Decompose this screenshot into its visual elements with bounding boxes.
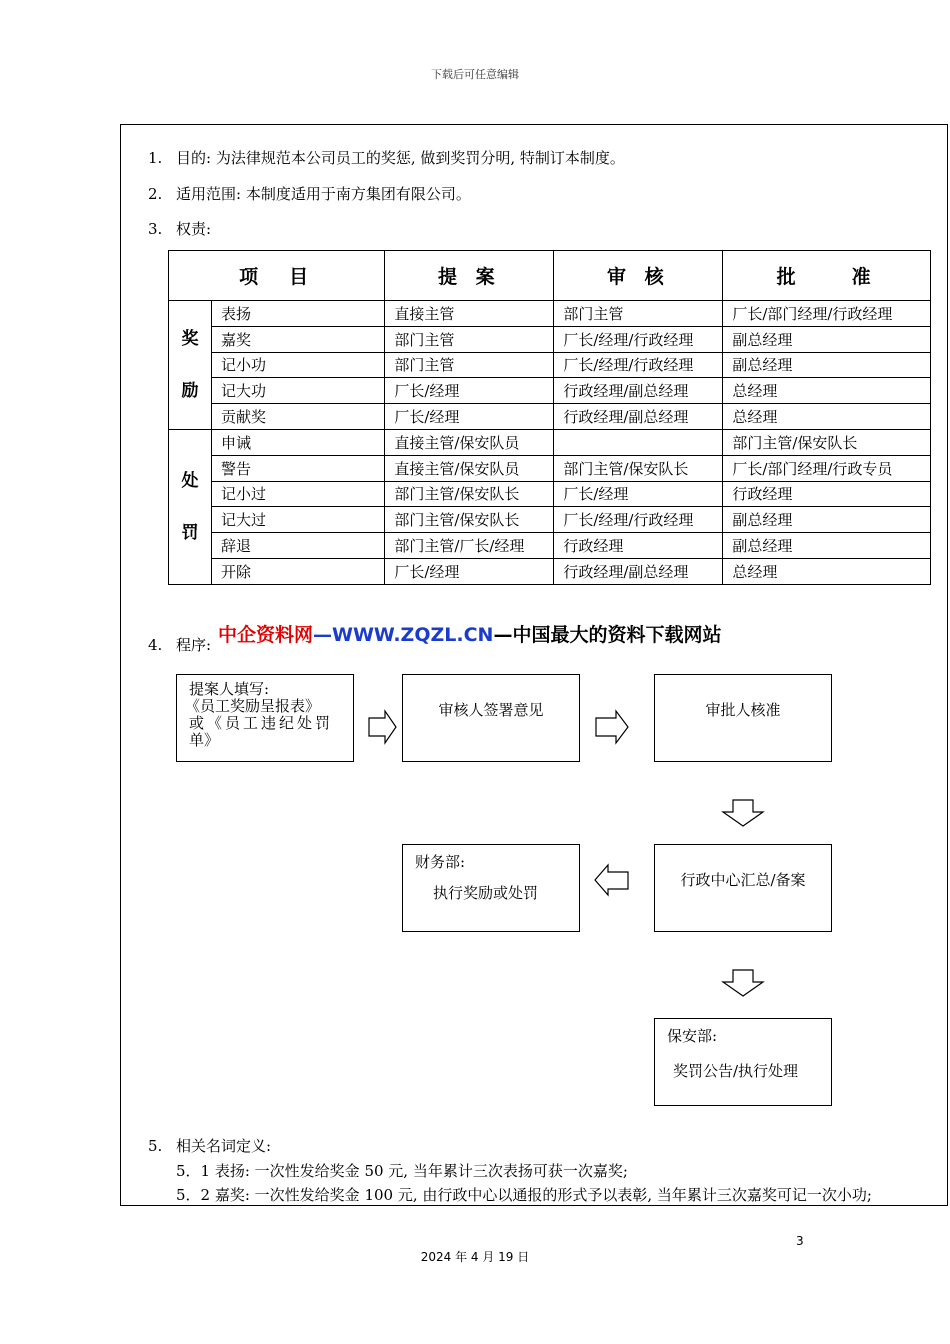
table-cell: 副总经理 xyxy=(723,326,931,352)
table-cell: 行政经理/副总经理 xyxy=(554,558,723,584)
section-3 xyxy=(148,218,211,239)
table-cell: 警告 xyxy=(212,455,385,481)
table-row xyxy=(169,404,931,430)
flow-box-finance: 财务部: 执行奖励或处罚 xyxy=(402,844,580,932)
table-row xyxy=(169,429,931,455)
table-cell: 贡献奖 xyxy=(212,404,385,430)
table-cell: 行政经理/副总经理 xyxy=(554,404,723,430)
table-cell: 部门主管/保安队长 xyxy=(554,455,723,481)
table-cell: 辞退 xyxy=(212,533,385,559)
table-cell: 行政经理 xyxy=(554,533,723,559)
table-cell: 嘉奖 xyxy=(212,326,385,352)
section-text: 权责: xyxy=(176,220,212,238)
table-cell: 厂长/部门经理/行政经理 xyxy=(723,301,931,327)
flow-box-approve: 审批人核准 xyxy=(654,674,832,762)
table-cell: 厂长/部门经理/行政专员 xyxy=(723,455,931,481)
section-text: 目的: 为法律规范本公司员工的奖惩, 做到奖罚分明, 特制订本制度。 xyxy=(176,149,625,167)
table-header-row xyxy=(169,251,931,301)
section-number: 1. xyxy=(148,149,163,167)
header-propose: 提 案 xyxy=(385,251,554,301)
arrow-right-icon xyxy=(366,708,398,746)
table-cell: 直接主管/保安队员 xyxy=(385,429,554,455)
table-cell: 直接主管/保安队员 xyxy=(385,455,554,481)
flow-box-security: 保安部: 奖罚公告/执行处理 xyxy=(654,1018,832,1106)
watermark-blue: —WWW.ZQZL.CN xyxy=(313,624,494,646)
table-cell: 行政经理 xyxy=(723,481,931,507)
table-cell: 部门主管/厂长/经理 xyxy=(385,533,554,559)
arrow-left-icon xyxy=(592,862,632,898)
table-cell: 部门主管/保安队长 xyxy=(723,429,931,455)
page-header: 下载后可任意编辑 xyxy=(431,68,519,81)
section-text: 适用范围: 本制度适用于南方集团有限公司。 xyxy=(176,185,471,203)
table-cell: 记小功 xyxy=(212,352,385,378)
definition-5-2: 5．2 嘉奖: 一次性发给奖金 100 元, 由行政中心以通报的形式予以表彰, 当年累计三次嘉奖可记一次小功; xyxy=(176,1186,872,1204)
punish-category: 处 罚 xyxy=(169,429,212,584)
table-row xyxy=(169,533,931,559)
header-review: 审 核 xyxy=(554,251,723,301)
definition-5-1: 5．1 表扬: 一次性发给奖金 50 元, 当年累计三次表扬可获一次嘉奖; xyxy=(176,1162,628,1180)
table-cell: 记大功 xyxy=(212,378,385,404)
arrow-down-icon xyxy=(720,798,766,828)
table-row xyxy=(169,481,931,507)
table-row xyxy=(169,352,931,378)
table-cell: 厂长/经理 xyxy=(554,481,723,507)
section-5 xyxy=(148,1135,271,1156)
table-cell: 总经理 xyxy=(723,558,931,584)
table-cell: 开除 xyxy=(212,558,385,584)
table-cell: 总经理 xyxy=(723,378,931,404)
table-cell: 部门主管 xyxy=(385,352,554,378)
table-cell: 厂长/经理 xyxy=(385,558,554,584)
table-cell: 厂长/经理 xyxy=(385,404,554,430)
header-approve: 批 准 xyxy=(723,251,931,301)
footer-date: 2024 年 4 月 19 日 xyxy=(420,1250,530,1264)
table-row xyxy=(169,301,931,327)
authority-table xyxy=(168,250,931,585)
reward-category: 奖 励 xyxy=(169,301,212,430)
watermark-black: —中国最大的资料下载网站 xyxy=(493,624,722,646)
flow-box-review: 审核人签署意见 xyxy=(402,674,580,762)
table-cell: 申诫 xyxy=(212,429,385,455)
section-number: 4. xyxy=(148,636,163,654)
section-text: 程序: xyxy=(176,636,212,654)
table-row xyxy=(169,455,931,481)
watermark-banner xyxy=(218,620,721,647)
table-cell: 行政经理/副总经理 xyxy=(554,378,723,404)
table-cell: 记大过 xyxy=(212,507,385,533)
flow-box-proposal: 提案人填写: 《员工奖励呈报表》 或《员工违纪处罚 单》 xyxy=(176,674,354,762)
section-2 xyxy=(148,183,471,204)
table-cell: 厂长/经理/行政经理 xyxy=(554,507,723,533)
section-text: 相关名词定义: xyxy=(176,1137,272,1155)
flow-box-admin-center: 行政中心汇总/备案 xyxy=(654,844,832,932)
table-cell: 总经理 xyxy=(723,404,931,430)
table-cell: 部门主管/保安队长 xyxy=(385,507,554,533)
table-cell: 副总经理 xyxy=(723,352,931,378)
table-cell: 部门主管 xyxy=(554,301,723,327)
table-cell: 部门主管 xyxy=(385,326,554,352)
table-cell: 表扬 xyxy=(212,301,385,327)
table-cell: 厂长/经理/行政经理 xyxy=(554,326,723,352)
header-item: 项 目 xyxy=(169,251,385,301)
table-cell: 厂长/经理 xyxy=(385,378,554,404)
table-cell: 记小过 xyxy=(212,481,385,507)
page-number: 3 xyxy=(796,1234,804,1248)
watermark-red: 中企资料网 xyxy=(218,624,314,646)
section-number: 2. xyxy=(148,185,163,203)
table-row xyxy=(169,378,931,404)
table-cell xyxy=(554,429,723,455)
arrow-down-icon xyxy=(720,968,766,998)
table-row xyxy=(169,558,931,584)
table-row xyxy=(169,326,931,352)
table-cell: 厂长/经理/行政经理 xyxy=(554,352,723,378)
section-number: 3. xyxy=(148,220,163,238)
table-cell: 副总经理 xyxy=(723,533,931,559)
table-cell: 部门主管/保安队长 xyxy=(385,481,554,507)
section-number: 5. xyxy=(148,1137,163,1155)
section-4 xyxy=(148,634,211,655)
table-cell: 直接主管 xyxy=(385,301,554,327)
section-1 xyxy=(148,147,625,168)
table-row xyxy=(169,507,931,533)
table-cell: 副总经理 xyxy=(723,507,931,533)
arrow-right-icon xyxy=(593,708,631,746)
